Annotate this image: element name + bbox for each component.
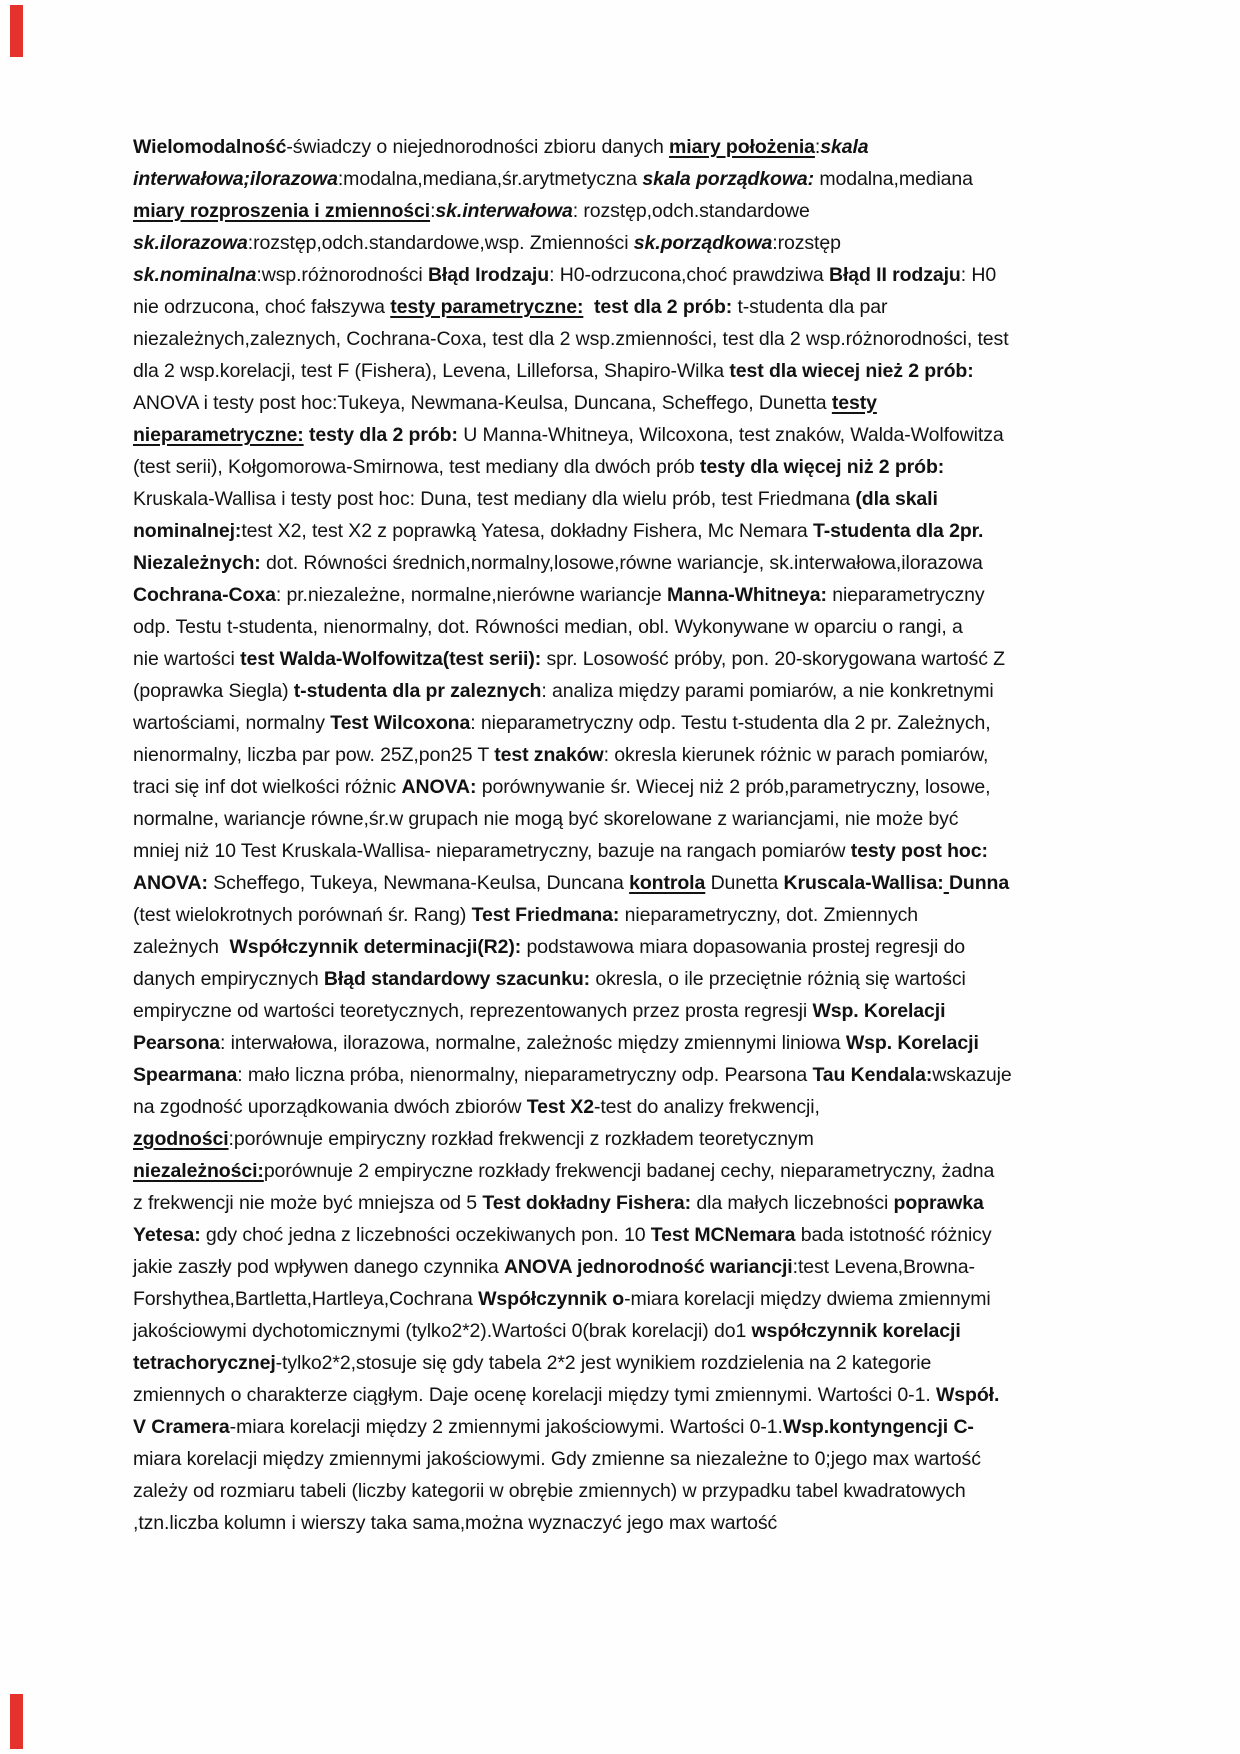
text-segment: danych empirycznych xyxy=(133,968,324,990)
text-segment: Błąd II rodzaju xyxy=(828,264,961,286)
text-segment: bada istotność różnicy xyxy=(795,1224,992,1246)
text-segment: Scheffego, Tukeya, Newmana-Keulsa, Duncana xyxy=(207,872,630,894)
text-line xyxy=(133,195,1137,227)
text-segment: miary rozproszenia i zmienności xyxy=(133,200,431,222)
document-text xyxy=(133,131,1137,1539)
text-segment: traci się inf dot wielkości różnic xyxy=(133,776,402,798)
text-segment: : analiza między parami pomiarów, a nie konkretnymi xyxy=(541,680,994,702)
text-segment: :modalna,mediana,śr.arytmetyczna xyxy=(337,168,643,190)
text-segment: jakie zaszły pod wpływen danego czynnika xyxy=(133,1256,504,1278)
text-line xyxy=(133,611,1137,643)
text-segment: miara korelacji między zmiennymi jakościowymi. Gdy zmienne sa niezależne to 0;jego max wartość xyxy=(133,1448,981,1470)
text-line xyxy=(133,1411,1137,1443)
text-line xyxy=(133,1347,1137,1379)
text-segment: tetrachorycznej xyxy=(133,1352,276,1374)
text-segment: wskazuje xyxy=(932,1064,1012,1086)
text-segment: : H0-odrzucona,choć prawdziwa xyxy=(549,264,829,286)
text-segment: Test X2 xyxy=(526,1096,594,1118)
text-segment: -miara korelacji między dwiema zmiennymi xyxy=(624,1288,991,1310)
text-segment: nieparametryczny xyxy=(826,584,985,606)
text-line xyxy=(133,771,1137,803)
text-line xyxy=(133,515,1137,547)
text-segment: -tylko2*2,stosuje się gdy tabela 2*2 jest wynikiem rozdzielenia na 2 kategorie xyxy=(275,1352,932,1374)
text-segment: Yetesa: xyxy=(133,1224,201,1246)
text-segment: : xyxy=(430,200,436,222)
text-segment: podstawowa miara dopasowania prostej regresji do xyxy=(521,936,966,958)
text-segment: (poprawka Siegla) xyxy=(133,680,294,702)
text-segment: test znaków xyxy=(494,744,604,766)
text-segment: : pr.niezależne, normalne,nierówne wariancje xyxy=(275,584,667,606)
text-segment: nieparametryczne: xyxy=(133,424,304,446)
text-segment: skala porządkowa: xyxy=(642,168,815,190)
text-line xyxy=(133,227,1137,259)
text-line xyxy=(133,291,1137,323)
text-line xyxy=(133,163,1137,195)
text-segment: test Walda-Wolfowitza(test serii): xyxy=(240,648,542,670)
text-line xyxy=(133,1251,1137,1283)
text-segment: ANOVA: xyxy=(133,872,208,894)
text-segment: :wsp.różnorodności xyxy=(256,264,428,286)
text-line xyxy=(133,1187,1137,1219)
text-segment: : okresla kierunek różnic w parach pomiarów, xyxy=(603,744,989,766)
text-line xyxy=(133,387,1137,419)
text-segment: nominalnej: xyxy=(133,520,242,542)
text-segment: zgodności xyxy=(133,1128,229,1150)
text-segment: Kruscala-Wallisa: xyxy=(783,872,944,894)
text-segment: :rozstęp xyxy=(772,232,841,254)
text-segment: jakościowymi dychotomicznymi (tylko2*2).Wartości 0(brak korelacji) do1 xyxy=(133,1320,752,1342)
text-segment: Współczynnik determinacji(R2): xyxy=(229,936,522,958)
text-segment: (test wielokrotnych porównań śr. Rang) xyxy=(133,904,472,926)
text-segment: (dla skali xyxy=(855,488,938,510)
text-segment: niezależności: xyxy=(133,1160,264,1182)
text-segment: dla małych liczebności xyxy=(691,1192,894,1214)
text-segment: Wielomodalność xyxy=(133,136,287,158)
text-segment: -test do analizy frekwencji, xyxy=(593,1096,820,1118)
text-line xyxy=(133,1443,1137,1475)
text-segment: : H0 xyxy=(960,264,997,286)
text-line xyxy=(133,995,1137,1027)
text-segment: Współczynnik o xyxy=(478,1288,625,1310)
text-line xyxy=(133,1123,1137,1155)
text-segment: testy dla więcej niż 2 prób: xyxy=(699,456,945,478)
text-segment: zależy od rozmiaru tabeli (liczby kategorii w obrębie zmiennych) w przypadku tabel kwadratowych xyxy=(133,1480,966,1502)
text-line xyxy=(133,675,1137,707)
text-line xyxy=(133,547,1137,579)
text-line xyxy=(133,1379,1137,1411)
text-segment: wartościami, normalny xyxy=(133,712,331,734)
text-segment: : nieparametryczny odp. Testu t-studenta dla 2 pr. Zależnych, xyxy=(470,712,991,734)
text-segment: test X2, test X2 z poprawką Yatesa, dokładny Fishera, Mc Nemara xyxy=(241,520,813,542)
text-segment: odp. Testu t-studenta, nienormalny, dot. Równości median, obl. Wykonywane w oparciu o rangi, a xyxy=(133,616,963,638)
text-segment: sk.interwałowa xyxy=(435,200,573,222)
text-line xyxy=(133,1219,1137,1251)
text-segment: niezależnych,zaleznych, Cochrana-Coxa, test dla 2 wsp.zmienności, test dla 2 wsp.różnorodności, test xyxy=(133,328,1009,350)
text-segment: mniej niż 10 Test Kruskala-Wallisa- nieparametryczny, bazuje na rangach pomiarów xyxy=(133,840,851,862)
text-segment: U Manna-Whitneya, Wilcoxona, test znaków, Walda-Wolfowitza xyxy=(457,424,1004,446)
text-segment: Manna-Whitneya: xyxy=(666,584,827,606)
text-segment: zależnych xyxy=(133,936,230,958)
text-segment: ANOVA: xyxy=(401,776,477,798)
text-segment: nieparametryczny, dot. Zmiennych xyxy=(619,904,918,926)
text-line xyxy=(133,835,1137,867)
text-line xyxy=(133,1315,1137,1347)
text-segment: współczynnik korelacji xyxy=(751,1320,961,1342)
text-segment: Test MCNemara xyxy=(650,1224,796,1246)
text-segment: Spearmana xyxy=(133,1064,238,1086)
text-segment xyxy=(583,296,594,318)
text-segment: nienormalny, liczba par pow. 25Z,pon25 T xyxy=(133,744,495,766)
text-segment: na zgodność uporządkowania dwóch zbiorów xyxy=(133,1096,527,1118)
text-line xyxy=(133,1027,1137,1059)
text-segment: spr. Losowość próby, pon. 20-skorygowana wartość Z xyxy=(541,648,1005,670)
text-line xyxy=(133,803,1137,835)
text-segment: Dunna xyxy=(948,872,1010,894)
text-segment: testy xyxy=(831,392,877,414)
text-segment: Cochrana-Coxa xyxy=(133,584,276,606)
text-segment: : mało liczna próba, nienormalny, nieparametryczny odp. Pearsona xyxy=(237,1064,813,1086)
text-line xyxy=(133,643,1137,675)
text-segment: Test Wilcoxona xyxy=(330,712,471,734)
text-segment: testy dla 2 prób: xyxy=(308,424,458,446)
text-segment: Test dokładny Fishera: xyxy=(482,1192,692,1214)
text-line xyxy=(133,963,1137,995)
text-line xyxy=(133,707,1137,739)
text-segment: sk.porządkowa xyxy=(633,232,773,254)
text-line xyxy=(133,1283,1137,1315)
text-line xyxy=(133,1507,1137,1539)
text-line xyxy=(133,1059,1137,1091)
text-segment: Wsp. Korelacji xyxy=(812,1000,946,1022)
red-corner-mark-bottom xyxy=(10,1694,23,1749)
text-segment: Wsp.kontyngencji C- xyxy=(782,1416,974,1438)
text-segment: :rozstęp,odch.standardowe,wsp. Zmienności xyxy=(247,232,634,254)
text-segment: nie wartości xyxy=(133,648,241,670)
text-line xyxy=(133,259,1137,291)
text-line xyxy=(133,1155,1137,1187)
text-segment: okresla, o ile przeciętnie różnią się wartości xyxy=(590,968,966,990)
text-segment: ANOVA i testy post hoc:Tukeya, Newmana-Keulsa, Duncana, Scheffego, Dunetta xyxy=(133,392,832,414)
text-segment: empiryczne od wartości teoretycznych, reprezentowanych przez prosta regresji xyxy=(133,1000,813,1022)
text-segment: dot. Równości średnich,normalny,losowe,równe wariancje, sk.interwałowa,ilorazowa xyxy=(260,552,983,574)
text-segment: -świadczy o niejednorodności zbioru danych xyxy=(286,136,670,158)
text-segment: Dunetta xyxy=(705,872,784,894)
text-line xyxy=(133,1091,1137,1123)
text-segment: testy parametryczne: xyxy=(390,296,584,318)
text-segment: T-studenta dla 2pr. xyxy=(812,520,984,542)
text-line xyxy=(133,451,1137,483)
text-segment: V Cramera xyxy=(133,1416,230,1438)
text-segment: t-studenta dla par xyxy=(732,296,888,318)
text-segment: porównuje 2 empiryczne rozkłady frekwencji badanej cechy, nieparametryczny, żadna xyxy=(263,1160,995,1182)
text-segment: ANOVA jednorodność wariancji xyxy=(503,1256,793,1278)
text-segment: Pearsona xyxy=(133,1032,220,1054)
text-segment: normalne, wariancje równe,śr.w grupach nie mogą być skorelowane z wariancjami, nie może być xyxy=(133,808,959,830)
text-segment: testy post hoc: xyxy=(850,840,988,862)
text-line xyxy=(133,931,1137,963)
text-segment: zmiennych o charakterze ciągłym. Daje ocenę korelacji między tymi zmiennymi. Wartości 0-1. xyxy=(133,1384,936,1406)
text-segment: Kruskala-Wallisa i testy post hoc: Duna, test mediany dla wielu prób, test Friedmana xyxy=(133,488,856,510)
text-line xyxy=(133,419,1137,451)
text-segment: -miara korelacji między 2 zmiennymi jakościowymi. Wartości 0-1. xyxy=(229,1416,783,1438)
text-segment: kontrola xyxy=(629,872,706,894)
text-segment: : xyxy=(814,136,821,158)
text-segment: test dla wiecej nież 2 prób: xyxy=(729,360,974,382)
text-line xyxy=(133,867,1137,899)
text-segment: sk.ilorazowa xyxy=(133,232,248,254)
text-segment: Współ. xyxy=(935,1384,1000,1406)
text-segment: Błąd standardowy szacunku: xyxy=(323,968,591,990)
text-segment: Wsp. Korelacji xyxy=(845,1032,979,1054)
text-segment: dla 2 wsp.korelacji, test F (Fishera), Levena, Lilleforsa, Shapiro-Wilka xyxy=(133,360,730,382)
text-segment: modalna,mediana xyxy=(814,168,973,190)
text-segment: test dla 2 prób: xyxy=(593,296,733,318)
text-line xyxy=(133,355,1137,387)
text-segment: gdy choć jedna z liczebności oczekiwanych pon. 10 xyxy=(200,1224,651,1246)
text-line xyxy=(133,1475,1137,1507)
text-segment: z frekwencji nie może być mniejsza od 5 xyxy=(133,1192,483,1214)
text-segment: Forshythea,Bartletta,Hartleya,Cochrana xyxy=(133,1288,479,1310)
text-line xyxy=(133,131,1137,163)
text-segment: :porównuje empiryczny rozkład frekwencji z rozkładem teoretycznym xyxy=(228,1128,814,1150)
text-segment: sk.nominalna xyxy=(133,264,257,286)
text-line xyxy=(133,323,1137,355)
text-segment: porównywanie śr. Wiecej niż 2 prób,parametryczny, losowe, xyxy=(476,776,991,798)
text-line xyxy=(133,483,1137,515)
text-segment: poprawka xyxy=(893,1192,984,1214)
text-line xyxy=(133,579,1137,611)
text-segment: (test serii), Kołgomorowa-Smirnowa, test mediany dla dwóch prób xyxy=(133,456,700,478)
text-segment: :test Levena,Browna- xyxy=(792,1256,975,1278)
text-line xyxy=(133,899,1137,931)
text-segment: : rozstęp,odch.standardowe xyxy=(572,200,810,222)
text-segment: ,tzn.liczba kolumn i wierszy taka sama,można wyznaczyć jego max wartość xyxy=(133,1512,778,1534)
text-line xyxy=(133,739,1137,771)
text-segment: interwałowa;ilorazowa xyxy=(133,168,338,190)
red-corner-mark-top xyxy=(10,5,23,57)
text-segment: Test Friedmana: xyxy=(471,904,620,926)
text-segment: skala xyxy=(820,136,869,158)
text-segment: : interwałowa, ilorazowa, normalne, zależnośc między zmiennymi liniowa xyxy=(220,1032,846,1054)
text-segment: Tau Kendala: xyxy=(812,1064,933,1086)
text-segment: t-studenta dla pr zaleznych xyxy=(293,680,542,702)
text-segment: Błąd Irodzaju xyxy=(427,264,550,286)
text-segment: miary położenia xyxy=(669,136,815,158)
text-segment: Niezależnych: xyxy=(133,552,261,574)
text-segment: nie odrzucona, choć fałszywa xyxy=(133,296,391,318)
